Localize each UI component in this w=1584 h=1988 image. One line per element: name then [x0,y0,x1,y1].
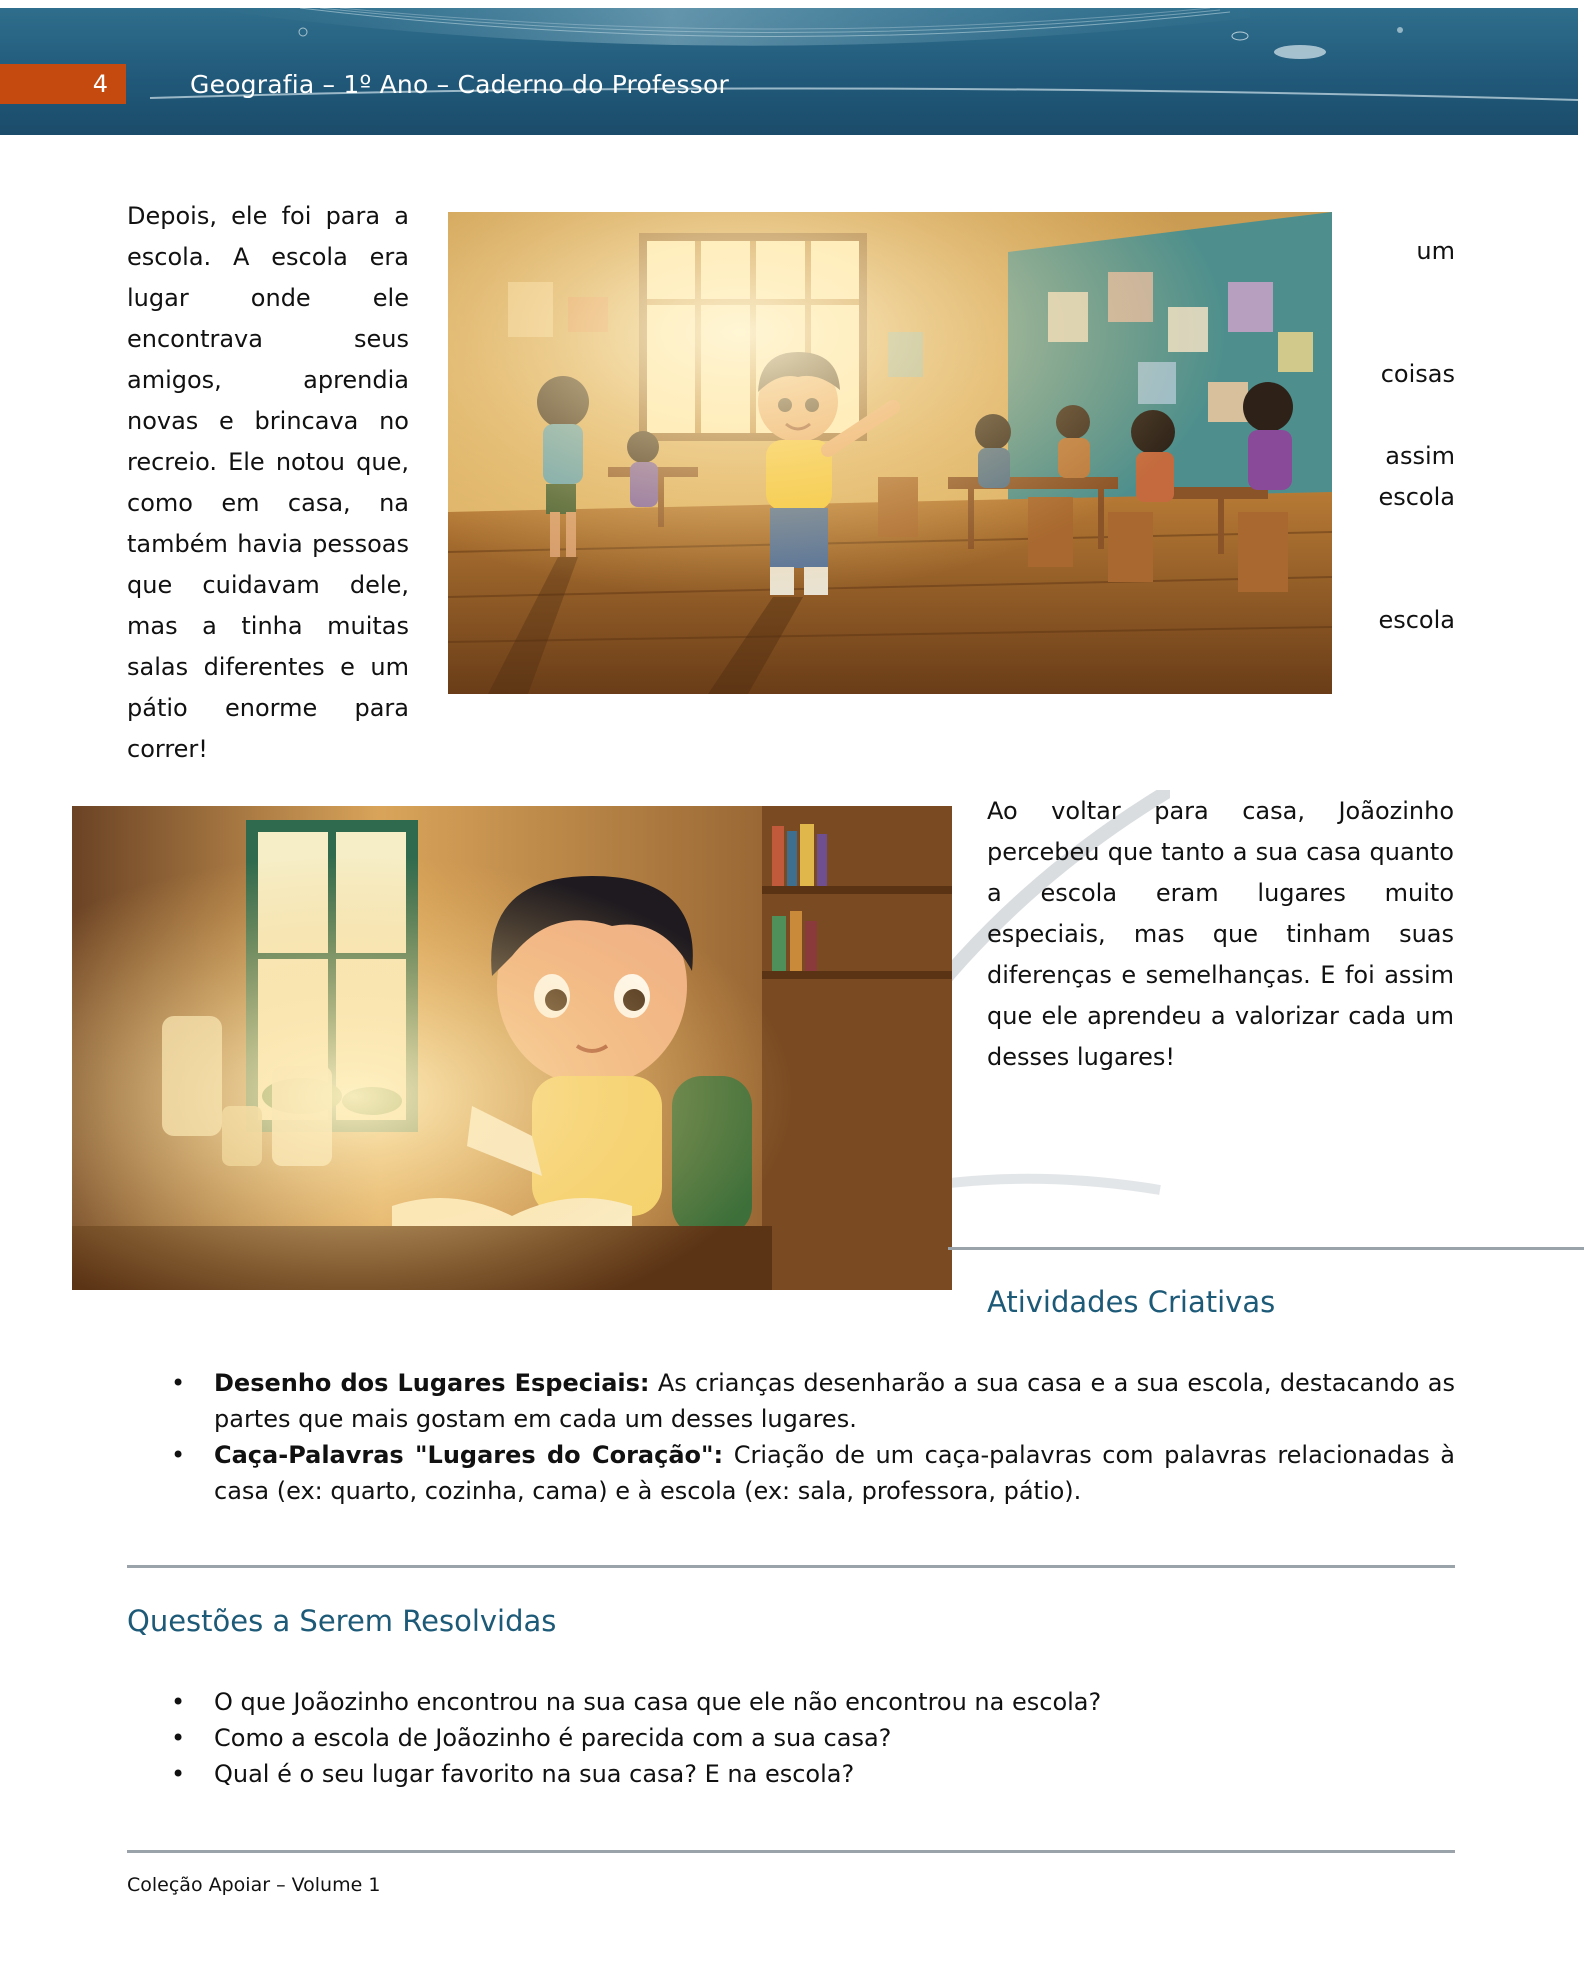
footer-divider [127,1850,1455,1853]
activity-description: As crianças desenharão a sua casa e a sua escola, destacando as partes que mais gostam em cada um desses lugares. [214,1369,1455,1433]
overflow-word: assim [1385,442,1455,470]
overflow-word: escola [1378,606,1455,634]
activity-description: Criação de um caça-palavras com palavras relacionadas à casa (ex: quarto, cozinha, cama) e à escola (ex: sala, professora, pátio). [214,1441,1455,1505]
activities-list [127,1365,1455,1509]
activity-name: Desenho dos Lugares Especiais: [214,1369,650,1397]
bullet: • [171,1441,186,1469]
list-item [127,1756,1455,1792]
page-header [0,8,1578,135]
header-title: Geografia – 1º Ano – Caderno do Professor [190,70,729,99]
page-number-badge [0,64,126,104]
list-item [127,1437,1455,1509]
bullet: • [171,1724,186,1752]
question-text: O que Joãozinho encontrou na sua casa que ele não encontrou na escola? [214,1688,1102,1716]
page-number: 4 [92,70,108,98]
classroom-illustration [448,212,1332,694]
overflow-word: escola [1378,483,1455,511]
story-paragraph-1: Depois, ele foi para a escola. A escola era lugar onde ele encontrava seus amigos, aprendia novas e brincava no recreio. Ele notou que, como em casa, na também havia pessoas que cuidavam dele, mas a tinha muitas salas diferentes e um pátio enorme para correr! [127,202,409,763]
activities-title: Atividades Criativas [987,1285,1276,1319]
overflow-word: um [1416,237,1455,265]
overflow-word: coisas [1380,360,1455,388]
footer-text: Coleção Apoiar – Volume 1 [127,1874,381,1896]
boy-reading-illustration [72,806,952,1290]
list-item [127,1365,1455,1437]
list-item [127,1684,1455,1720]
list-item [127,1720,1455,1756]
story-paragraph-2: Ao voltar para casa, Joãozinho percebeu que tanto a sua casa quanto a escola eram lugares muito especiais, mas que tinham suas diferenças e semelhanças. E foi assim que ele aprendeu a valorizar cada um desses lugares! [987,797,1454,1071]
questions-list [127,1684,1455,1792]
bullet: • [171,1760,186,1788]
bullet: • [171,1369,186,1397]
activity-name: Caça-Palavras "Lugares do Coração": [214,1441,724,1469]
section-divider [127,1565,1455,1568]
questions-title: Questões a Serem Resolvidas [127,1604,557,1638]
question-text: Como a escola de Joãozinho é parecida com a sua casa? [214,1724,892,1752]
bullet: • [171,1688,186,1716]
section-divider [948,1247,1584,1250]
question-text: Qual é o seu lugar favorito na sua casa? E na escola? [214,1760,855,1788]
